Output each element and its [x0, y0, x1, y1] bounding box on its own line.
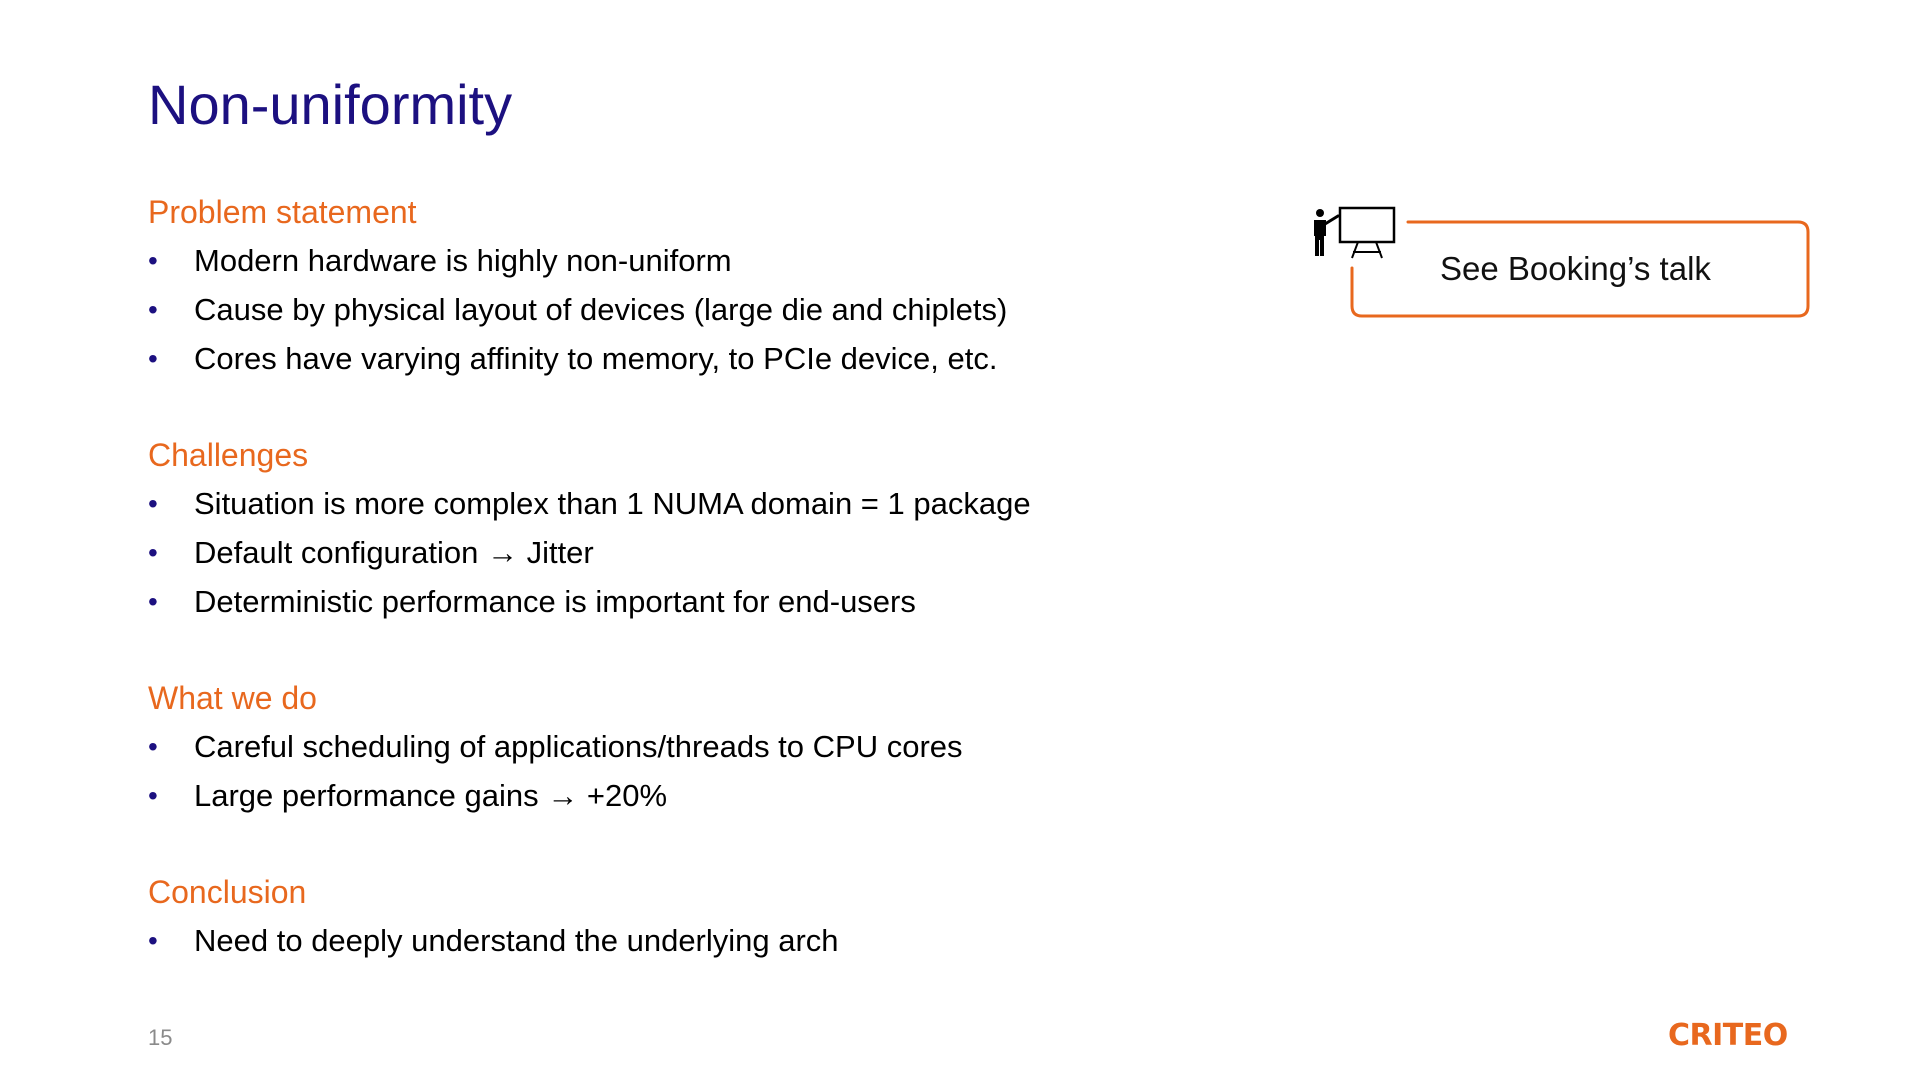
bullet-list — [148, 236, 1148, 383]
section-conclusion — [148, 868, 1148, 965]
slide-title: Non-uniformity — [148, 73, 513, 136]
section-heading: Conclusion — [148, 874, 307, 910]
bullet-text: Large performance gains → +20% — [194, 778, 668, 813]
bullet-text: Default configuration → Jitter — [194, 535, 594, 570]
page-number: 15 — [148, 1025, 173, 1050]
section-heading: Problem statement — [148, 194, 417, 230]
bullet-item — [148, 916, 1148, 965]
bullet-text: Cause by physical layout of devices (large die and chiplets) — [194, 292, 1008, 327]
bullet-item — [148, 236, 1148, 285]
bullet-item — [148, 528, 1148, 577]
bullet-item — [148, 577, 1148, 626]
slide-content — [148, 188, 1148, 965]
bullet-marker: • — [148, 343, 158, 374]
bullet-marker: • — [148, 537, 158, 568]
section-problem-statement — [148, 188, 1148, 383]
presenter-icon — [1310, 202, 1400, 264]
bullet-item — [148, 479, 1148, 528]
bullet-marker: • — [148, 780, 158, 811]
callout-box — [1310, 200, 1810, 320]
section-what-we-do — [148, 674, 1148, 820]
section-heading: What we do — [148, 680, 317, 716]
bullet-item — [148, 285, 1148, 334]
bullet-marker: • — [148, 245, 158, 276]
bullet-marker: • — [148, 294, 158, 325]
bullet-list — [148, 722, 1148, 820]
bullet-marker: • — [148, 925, 158, 956]
section-heading: Challenges — [148, 437, 309, 473]
criteo-logo: CRITEO — [1668, 1018, 1788, 1053]
bullet-text: Careful scheduling of applications/threads to CPU cores — [194, 729, 963, 764]
bullet-marker: • — [148, 488, 158, 519]
bullet-text: Situation is more complex than 1 NUMA domain = 1 package — [194, 486, 1031, 521]
callout-text: See Booking’s talk — [1440, 250, 1711, 287]
bullet-marker: • — [148, 731, 158, 762]
bullet-marker: • — [148, 586, 158, 617]
bullet-item — [148, 722, 1148, 771]
bullet-item — [148, 771, 1148, 820]
bullet-list — [148, 916, 1148, 965]
bullet-item — [148, 334, 1148, 383]
bullet-list — [148, 479, 1148, 626]
bullet-text: Need to deeply understand the underlying arch — [194, 923, 839, 958]
section-challenges — [148, 431, 1148, 626]
bullet-text: Deterministic performance is important for end-users — [194, 584, 916, 619]
bullet-text: Modern hardware is highly non-uniform — [194, 243, 732, 278]
bullet-text: Cores have varying affinity to memory, to PCIe device, etc. — [194, 341, 998, 376]
